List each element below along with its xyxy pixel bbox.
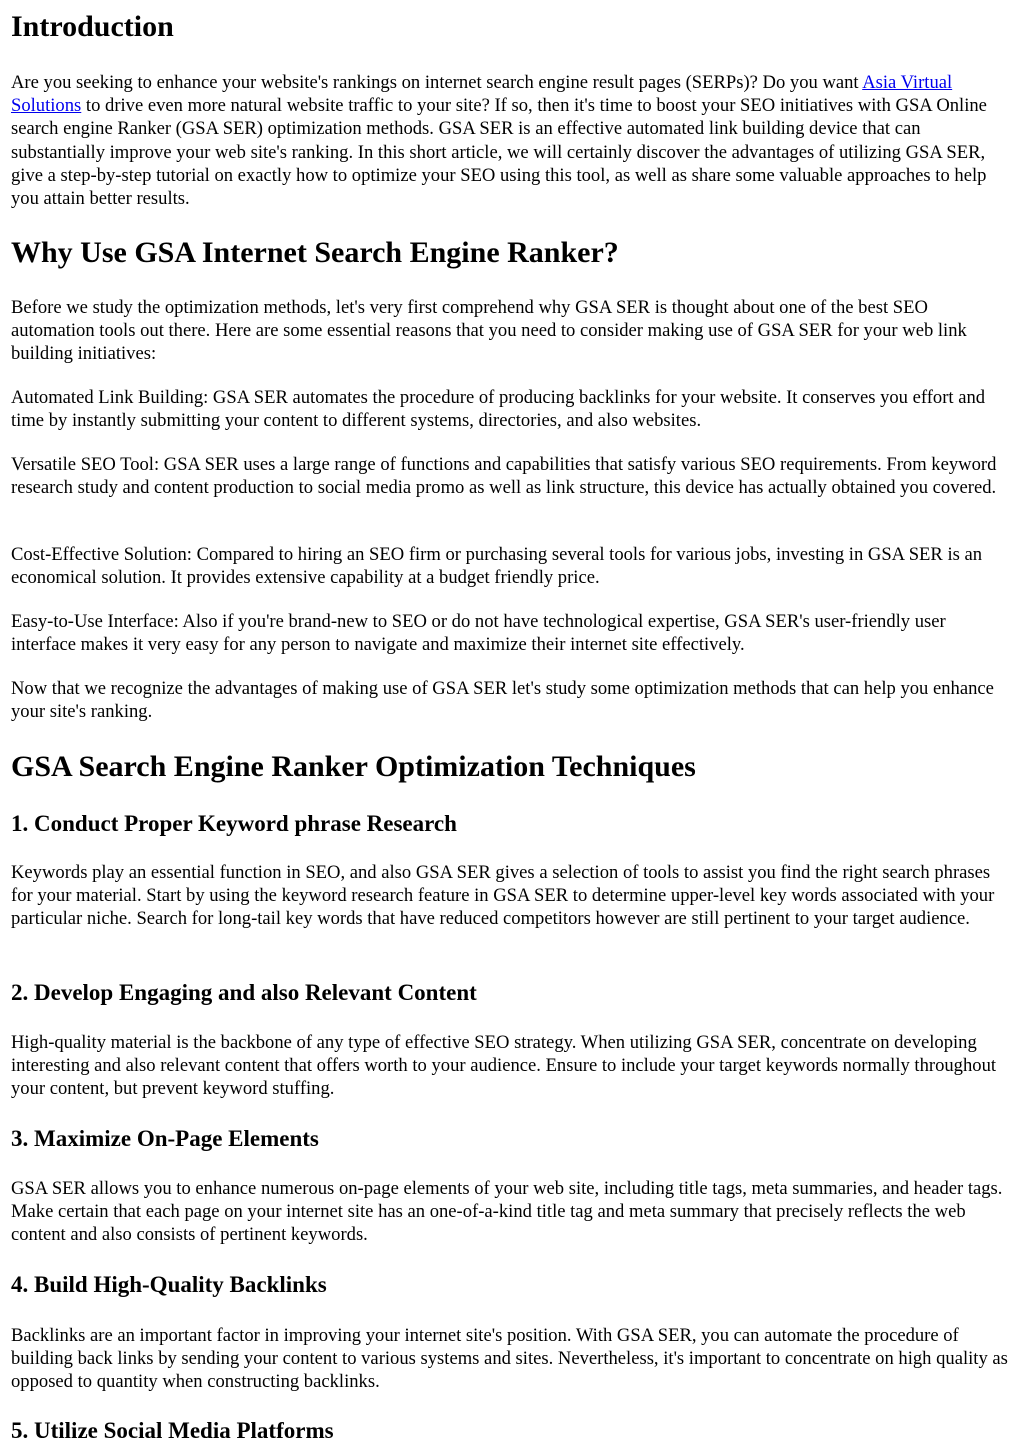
technique-1-body: Keywords play an essential function in SEO, and also GSA SER gives a selection of tools to assist you find the right search phrases for your material. Start by using the keyword research feature in GSA SER to determine upper-level key words associated with your particular niche. Search for long-tail key words that have reduced competitors however are still pertinent to your target audience. <box>11 862 995 930</box>
intro-paragraph <box>11 71 1014 210</box>
intro-text-after-link: to drive even more natural website traffic to your site? If so, then it's time to boost your SEO initiatives with GSA Online search engine Ranker (GSA SER) optimization methods. GSA SER is an effective automated link building device that can substantially improve your web site's ranking. In this short article, we will certainly discover the advantages of utilizing GSA SER, give a step-by-step tutorial on exactly how to optimize your SEO using this tool, as well as share some valuable approaches to help you attain better results. <box>11 95 987 210</box>
why-paragraph-3: Versatile SEO Tool: GSA SER uses a large range of functions and capabilities that satisfy various SEO requirements. From keyword research study and content production to social media promo as well as link structure, this device has actually obtained you covered. <box>11 454 997 499</box>
intro-text-before-link: Are you seeking to enhance your website's rankings on internet search engine result pages (SERPs)? Do you want <box>11 72 863 93</box>
why-heading: Why Use GSA Internet Search Engine Ranker? <box>11 236 619 269</box>
technique-2-heading: 2. Develop Engaging and also Relevant Content <box>11 980 477 1005</box>
why-paragraph-4: Cost-Effective Solution: Compared to hiring an SEO firm or purchasing several tools for various jobs, investing in GSA SER is an economical solution. It provides extensive capability at a budget friendly price. <box>11 544 983 589</box>
technique-2-body: High-quality material is the backbone of any type of effective SEO strategy. When utilizing GSA SER, concentrate on developing interesting and also relevant content that offers worth to your audience. Ensure to include your target keywords normally throughout your content, but prevent keyword stuffing. <box>11 1032 997 1100</box>
technique-4-body: Backlinks are an important factor in improving your internet site's position. With GSA SER, you can automate the procedure of building back links by sending your content to various systems and sites. Nevertheless, it's important to concentrate on high quality as opposed to quantity when constructing backlinks. <box>11 1325 1008 1393</box>
why-paragraph-5: Easy-to-Use Interface: Also if you're brand-new to SEO or do not have technological expertise, GSA SER's user-friendly user interface makes it very easy for any person to navigate and maximize their internet site effectively. <box>11 611 946 656</box>
techniques-heading: GSA Search Engine Ranker Optimization Techniques <box>11 750 696 783</box>
asia-virtual-solutions-link[interactable]: Asia Virtual Solutions <box>11 72 953 117</box>
why-paragraph-2: Automated Link Building: GSA SER automates the procedure of producing backlinks for your website. It conserves you effort and time by instantly submitting your content to different systems, directories, and also websites. <box>11 387 986 432</box>
technique-3-body: GSA SER allows you to enhance numerous on-page elements of your web site, including title tags, meta summaries, and header tags. Make certain that each page on your internet site has an one-of-a-kind title tag and meta summary that precisely reflects the web content and also consists of pertinent keywords. <box>11 1178 1003 1246</box>
why-paragraph-1: Before we study the optimization methods, let's very first comprehend why GSA SER is thought about one of the best SEO automation tools out there. Here are some essential reasons that you need to consider making use of GSA SER for your web link building initiatives: <box>11 297 967 365</box>
intro-heading: Introduction <box>11 10 174 43</box>
technique-5-heading: 5. Utilize Social Media Platforms <box>11 1418 334 1443</box>
why-paragraph-6: Now that we recognize the advantages of making use of GSA SER let's study some optimization methods that can help you enhance your site's ranking. <box>11 678 994 723</box>
technique-4-heading: 4. Build High-Quality Backlinks <box>11 1272 327 1297</box>
technique-1-heading: 1. Conduct Proper Keyword phrase Research <box>11 811 457 836</box>
technique-3-heading: 3. Maximize On-Page Elements <box>11 1126 319 1151</box>
